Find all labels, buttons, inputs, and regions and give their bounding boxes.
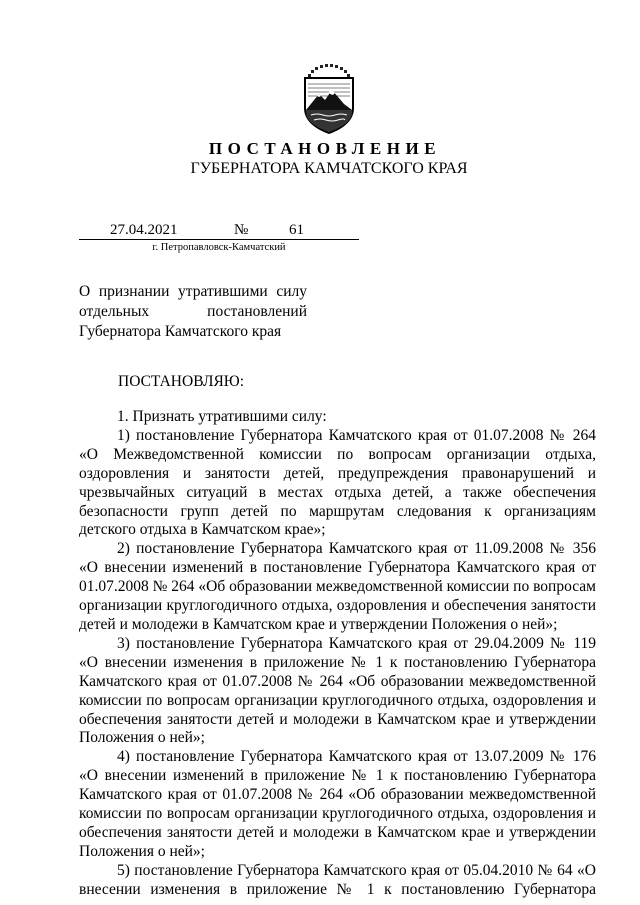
paragraph: 1. Признать утратившими силу:	[117, 408, 327, 425]
city-name: г. Петропавловск-Камчатский	[152, 242, 286, 253]
decree-word: ПОСТАНОВЛЯЮ:	[118, 373, 245, 390]
document-body	[79, 408, 596, 900]
number-sign: №	[234, 222, 249, 238]
document-date: 27.04.2021	[110, 222, 178, 238]
document-number: 61	[289, 222, 304, 238]
subject-line: Губернатора Камчатского края	[79, 323, 282, 340]
paragraph: 3) постановление Губернатора Камчатского края от 29.04.2009 № 119 «О внесении изменения в приложение № 1 к постановлению Губернатора Камчатского края от 01.07.2008 № 264 «Об образовании межведомственной комиссии по вопросам организации круглогодичного отдыха, оздоровления и обеспечения занятости детей и молодежи в Камчатском крае и утверждении Положения о ней»;	[79, 634, 596, 747]
paragraph: 1) постановление Губернатора Камчатского края от 01.07.2008 № 264 «О Межведомственной комиссии по вопросам организации отдыха, оздоровления и занятости детей, предупреждения правонарушений и чрезвычайных ситуаций в местах отдыха детей, а также обеспечения безопасности групп детей по маршрутам следования к организациям детского отдыха в Камчатском крае»;	[79, 426, 596, 539]
document-subject	[79, 282, 307, 342]
paragraph: 4) постановление Губернатора Камчатского края от 13.07.2009 № 176 «О внесении изменений в приложение № 1 к постановлению Губернатора Камчатского края от 01.07.2008 № 264 «Об образовании межведомственной комиссии по вопросам организации круглогодичного отдыха, оздоровления и обеспечения занятости детей и молодежи в Камчатском крае и утверждении Положения о ней»;	[79, 748, 596, 860]
date-number-line	[79, 221, 359, 240]
kamchatka-coat-of-arms-icon	[299, 64, 359, 134]
subject-line: отдельных постановлений	[79, 303, 307, 320]
document-title: ПОСТАНОВЛЕНИЕ	[208, 139, 442, 158]
document-issuer: ГУБЕРНАТОРА КАМЧАТСКОГО КРАЯ	[190, 160, 468, 177]
subject-line: О признании утратившими силу	[79, 283, 307, 300]
paragraph: 5) постановление Губернатора Камчатского края от 05.04.2010 № 64 «О внесении изменения в приложение № 1 к постановлению Губернатора	[79, 861, 596, 898]
paragraph: 2) постановление Губернатора Камчатского края от 11.09.2008 № 356 «О внесении изменений в постановление Губернатора Камчатского края от 01.07.2008 № 264 «Об образовании межведомственной комиссии по вопросам организации круглогодичного отдыха, оздоровления и обеспечения занятости детей и молодежи в Камчатском крае и утверждении Положения о ней»;	[79, 540, 596, 633]
